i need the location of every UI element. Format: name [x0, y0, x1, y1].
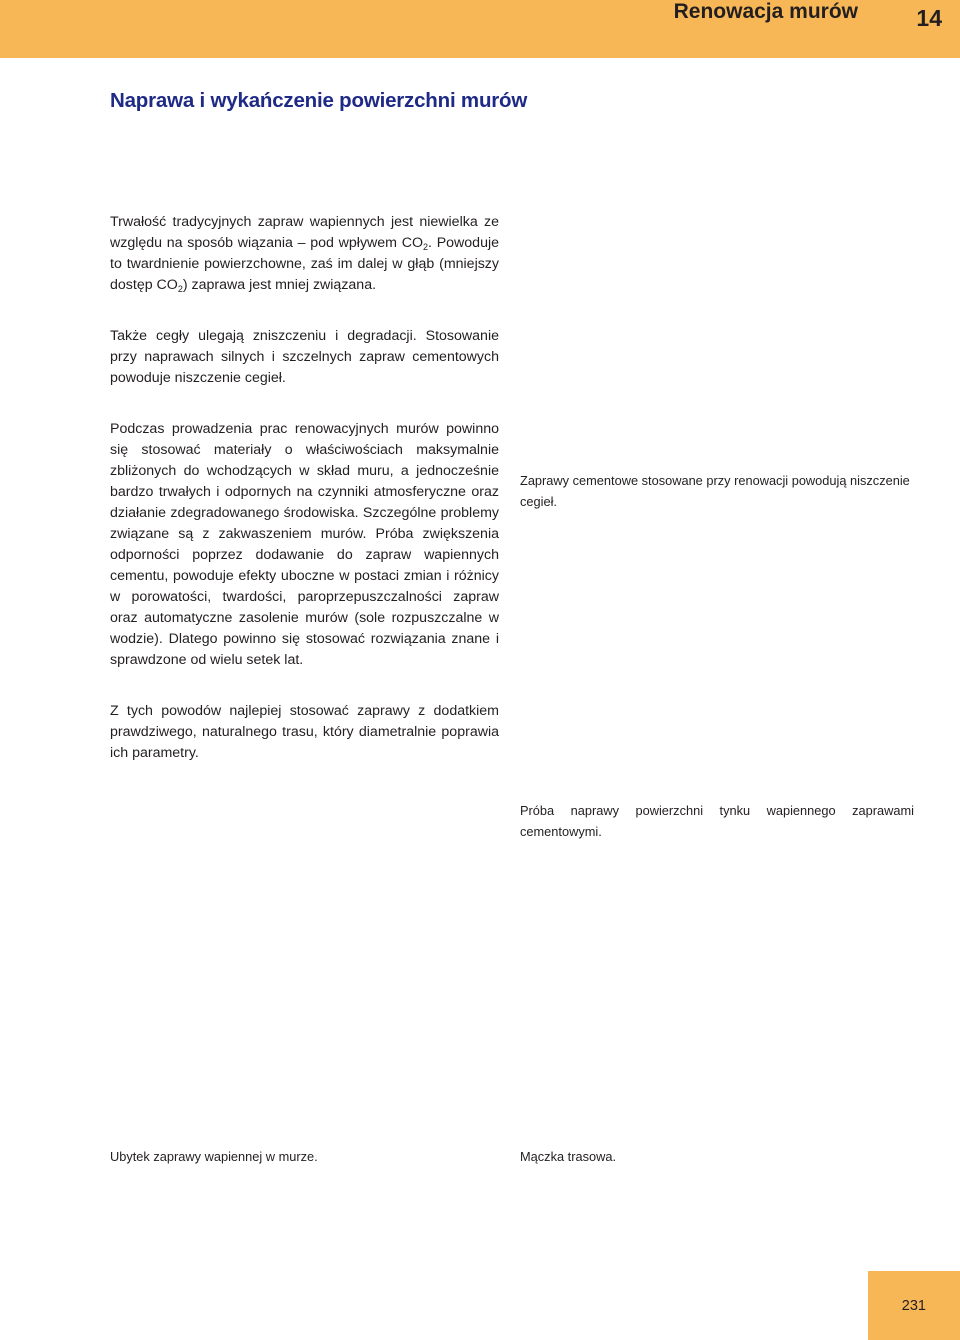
- paragraph-trass-recommendation: Z tych powodów najlepiej stosować zaprawy z dodatkiem prawdziwego, naturalnego trasu, który diametralnie poprawia ich parametry.: [110, 703, 499, 761]
- chapter-title: Renowacja murów: [673, 0, 858, 23]
- subscript: 2: [177, 284, 183, 294]
- side-note: Zaprawy cementowe stosowane przy renowacji powodują niszczenie cegieł.: [520, 473, 910, 509]
- paragraph-brick-degradation: Także cegły ulegają zniszczeniu i degradacji. Stosowanie przy naprawach silnych i szczelnych zapraw cementowych powoduje niszczenie cegieł.: [110, 328, 499, 386]
- paragraph-text: . Powoduje to twardnienie powierzchowne, zaś im dalej w głąb (mniejszy dostęp CO: [110, 235, 500, 293]
- paragraph-renovation-materials: Podczas prowadzenia prac renowacyjnych murów powinno się stosować materiały o właściwościach maksymalnie zbliżonych do wchodzących w skład muru, a jednocześnie bardzo trwałych i odpornych na czynniki atmosferyczne oraz działanie zdegradowanego środowiska. Szczególne problemy związane są z zakwaszeniem murów. Próba zwiększenia odporności poprzez dodawanie do zapraw wapiennych cementu, powoduje efekty uboczne w postaci zmian i różnicy w porowatości, twardości, paroprzepuszczalności zapraw oraz automatyczne zasolenie murów (sole rozpuszczalne w wodzie). Dlatego powinno się stosować rozwiązania znane i sprawdzone od wielu setek lat.: [110, 421, 499, 668]
- subscript: 2: [423, 242, 429, 252]
- paragraph-text: Trwałość tradycyjnych zapraw wapiennych jest niewielka ze względu na sposób wiązania – pod wpływem CO: [110, 214, 499, 251]
- paragraph-text: ) zaprawa jest mniej związana.: [182, 277, 377, 293]
- page-title: Naprawa i wykańczenie powierzchni murów: [110, 89, 528, 112]
- chapter-number: 14: [916, 5, 942, 31]
- image-caption-trass-powder: Mączka trasowa.: [520, 1149, 617, 1164]
- paragraph-lime-mortar-durability: [110, 212, 499, 296]
- page-number: 231: [901, 1298, 926, 1314]
- image-caption-mortar-loss: Ubytek zaprawy wapiennej w murze.: [110, 1149, 318, 1164]
- image-caption-repair-attempt: Próba naprawy powierzchni tynku wapiennego zaprawami cementowymi.: [520, 803, 914, 839]
